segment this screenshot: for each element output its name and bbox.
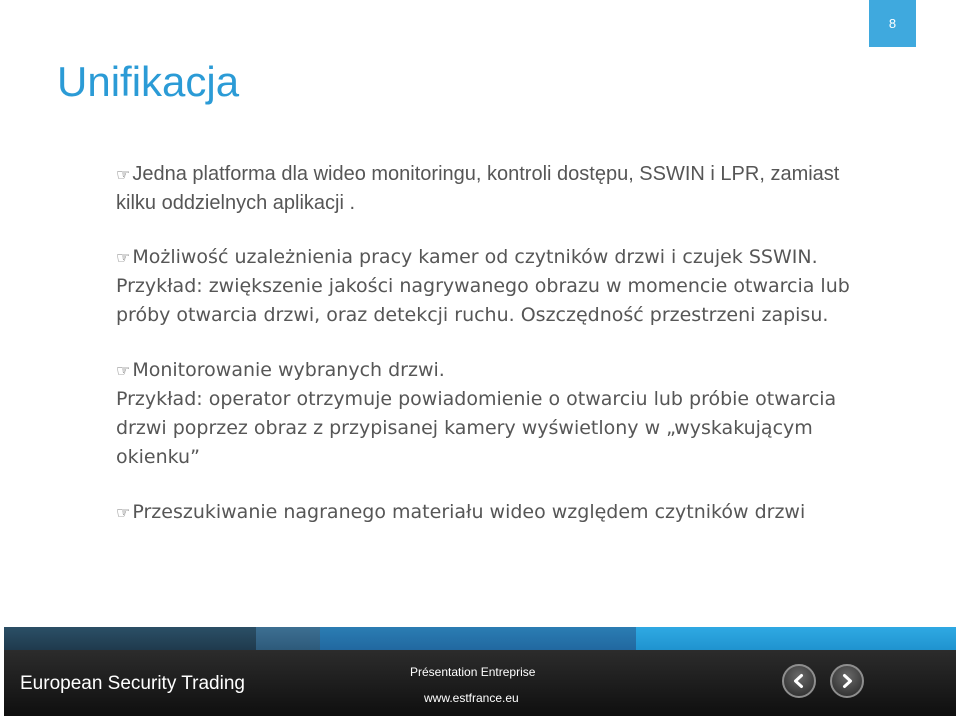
- page-number: 8: [888, 16, 897, 31]
- footer: [0, 627, 960, 716]
- bullet-2-text: Możliwość uzależnienia pracy kamer od czytników drzwi i czujek SSWIN.: [132, 246, 818, 268]
- footer-bar-segment: [4, 627, 256, 650]
- footer-bar-segment: [636, 627, 956, 650]
- footer-bar-segment: [320, 627, 636, 650]
- bullet-4-text: Przeszukiwanie nagranego materiału wideo względem czytników drzwi: [132, 501, 806, 523]
- bullet-3-text: Monitorowanie wybranych drzwi.: [132, 359, 445, 381]
- bullet-1-text: Jedna platforma dla wideo monitoringu, kontroli dostępu, SSWIN i LPR, zamiast kilku oddzielnych aplikacji .: [116, 163, 840, 214]
- next-slide-button[interactable]: [830, 664, 864, 698]
- previous-slide-button[interactable]: [782, 664, 816, 698]
- presentation-label: Présentation Entreprise: [410, 665, 536, 679]
- footer-bar-segment: [256, 627, 320, 650]
- bullet-2: [116, 243, 876, 330]
- bullet-2-detail: Przykład: zwiększenie jakości nagrywanego obrazu w momencie otwarcia lub próby otwarcia drzwi, oraz detekcji ruchu. Oszczędność przestrzeni zapisu.: [116, 275, 850, 326]
- pointing-hand-icon: ☞: [116, 361, 131, 380]
- bullet-3: [116, 356, 876, 472]
- bullet-4: [116, 498, 876, 527]
- chevron-left-icon: [791, 673, 807, 689]
- chevron-right-icon: [839, 673, 855, 689]
- page-number-badge: [869, 0, 916, 47]
- company-name: European Security Trading: [20, 673, 245, 694]
- pointing-hand-icon: ☞: [116, 248, 131, 267]
- website-link[interactable]: www.estfrance.eu: [424, 691, 519, 705]
- pointing-hand-icon: ☞: [116, 503, 131, 522]
- bullet-3-detail: Przykład: operator otrzymuje powiadomienie o otwarciu lub próbie otwarcia drzwi poprzez obraz z przypisanej kamery wyświetlony w „wyskakującym okienku”: [116, 388, 837, 468]
- pointing-hand-icon: ☞: [116, 165, 131, 184]
- slide-title: Unifikacja: [57, 58, 240, 105]
- slide-content: [116, 160, 876, 527]
- bullet-1: [116, 160, 876, 217]
